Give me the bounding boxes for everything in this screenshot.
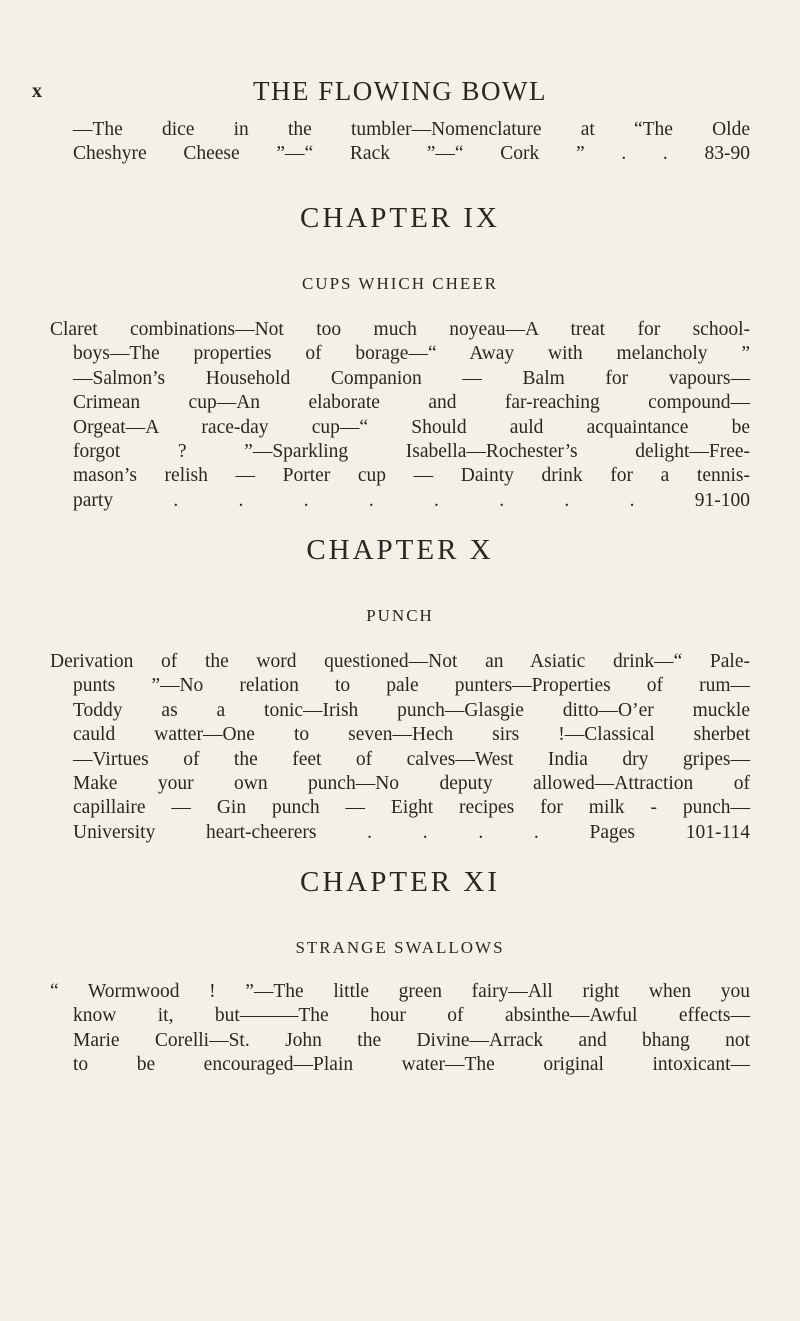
entry-line: punts ”—No relation to pale punters—Properties of rum—	[73, 675, 750, 697]
entry-line: mason’s relish — Porter cup — Dainty drink for a tennis-	[73, 465, 750, 487]
chapter-title: PUNCH	[366, 606, 434, 625]
chapter-summary	[50, 318, 750, 513]
chapter-heading: CHAPTER X	[306, 534, 494, 566]
chapter-heading: CHAPTER IX	[300, 202, 500, 234]
entry-line: to be encouraged—Plain water—The original intoxicant—	[73, 1054, 750, 1076]
entry-line: know it, but———The hour of absinthe—Awful effects—	[73, 1005, 750, 1027]
entry-line: Crimean cup—An elaborate and far-reaching compound—	[73, 392, 750, 414]
entry-line: cauld watter—One to seven—Hech sirs !—Classical sherbet	[73, 724, 750, 746]
entry-line: Orgeat—A race-day cup—“ Should auld acquaintance be	[73, 416, 750, 438]
entry-line: Marie Corelli—St. John the Divine—Arrack and bhang not	[73, 1029, 750, 1051]
running-title: THE FLOWING BOWL	[253, 76, 547, 106]
page-number: x	[32, 80, 42, 102]
page-header	[0, 72, 800, 112]
entry-line: University heart-cheerers . . . . Pages 101-114	[73, 821, 750, 843]
entry-line: Toddy as a tonic—Irish punch—Glasgie ditto—O’er muckle	[73, 699, 750, 721]
chapter-heading: CHAPTER XI	[300, 866, 500, 898]
entry-line: —Salmon’s Household Companion — Balm for vapours—	[73, 367, 750, 389]
entry-line: Claret combinations—Not too much noyeau—A treat for school-	[50, 319, 750, 340]
entry-line: party . . . . . . . . 91-100	[73, 489, 750, 511]
entry-line: forgot ? ”—Sparkling Isabella—Rochester’s delight—Free-	[73, 441, 750, 463]
entry-line: Make your own punch—No deputy allowed—Attraction of	[73, 773, 750, 795]
chapter-title: CUPS WHICH CHEER	[301, 274, 499, 293]
entry-line: —The dice in the tumbler—Nomenclature at “The Olde	[73, 119, 750, 140]
chapter-title: STRANGE SWALLOWS	[295, 938, 505, 957]
chapter-summary	[50, 980, 750, 1078]
chapter-summary	[50, 650, 750, 845]
entry-line: “ Wormwood ! ”—The little green fairy—All right when you	[50, 981, 750, 1002]
carryover-entry	[50, 118, 750, 167]
entry-line: Derivation of the word questioned—Not an Asiatic drink—“ Pale-	[50, 651, 750, 672]
entry-line: boys—The properties of borage—“ Away with melancholy ”	[73, 343, 750, 365]
entry-line: Cheshyre Cheese ”—“ Rack ”—“ Cork ” . . 83-90	[73, 143, 750, 165]
entry-line: capillaire — Gin punch — Eight recipes for milk - punch—	[73, 797, 750, 819]
entry-line: —Virtues of the feet of calves—West India dry gripes—	[73, 748, 750, 770]
